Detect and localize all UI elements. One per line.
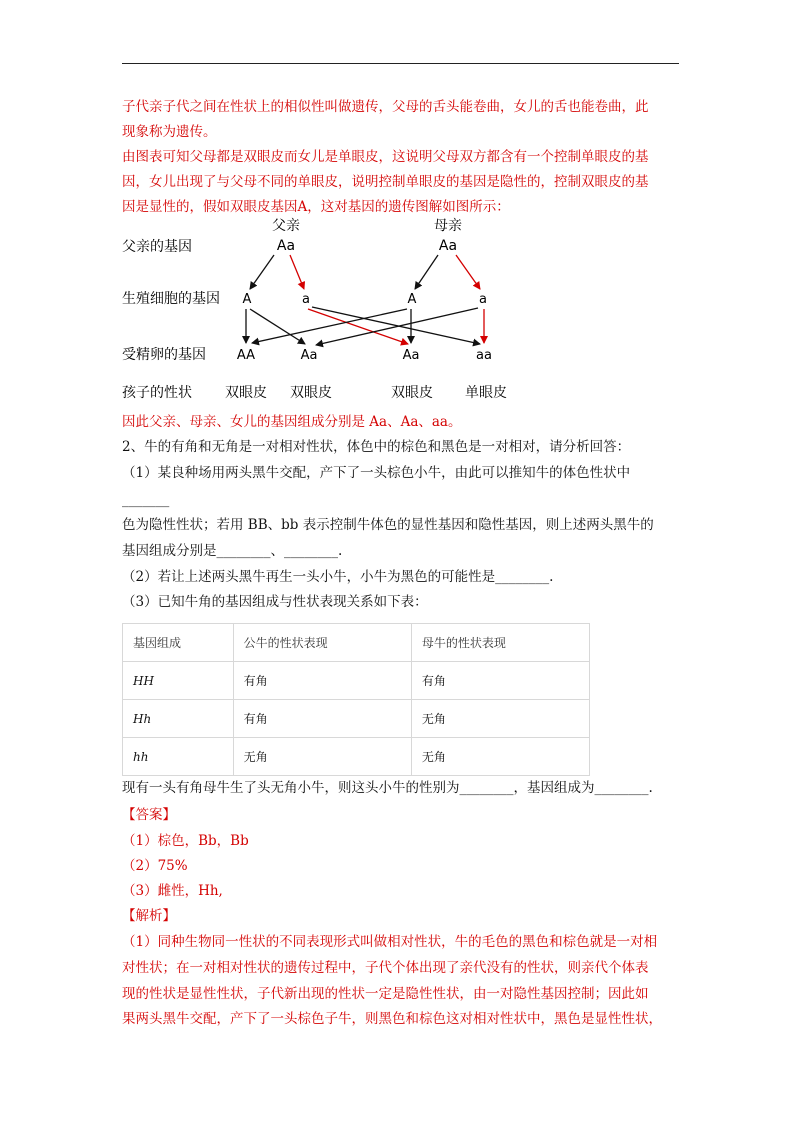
table-cell-genotype: Hh [123,700,234,738]
answer-line: （1）棕色，Bb，Bb [122,833,249,849]
analysis-line: （1）同种生物同一性状的不同表现形式叫做相对性状，牛的毛色的黑色和棕色就是一对相 [122,934,658,950]
trait-1: 双眼皮 [225,385,267,401]
trait-2: 双眼皮 [290,385,332,401]
trait-4: 单眼皮 [465,385,507,401]
table-cell-genotype: HH [123,662,234,700]
table-header-cell: 基因组成 [123,624,234,662]
genotype-table [122,623,590,776]
row-label-zygote: 受精卵的基因 [122,347,206,363]
father-genotype: Aa [276,238,296,254]
arrow-fA-to-Aa [250,309,305,344]
question-2: （2）若让上述两头黑牛再生一头小牛，小牛为黑色的可能性是________. [122,569,554,585]
table-cell: 无角 [411,700,589,738]
arrow-fa-to-aa [312,307,480,344]
row-label-trait: 孩子的性状 [122,385,192,401]
zygote-AA: AA [236,348,256,363]
table-header-row [123,624,590,662]
explanation-line: 由图表可知父母都是双眼皮而女儿是单眼皮，这说明父母双方都含有一个控制单眼皮的基 [122,149,649,165]
table-cell: 无角 [411,738,589,776]
question-3: （3）已知牛角的基因组成与性状表现关系如下表： [122,594,428,610]
conclusion-line: 因此父亲、母亲、女儿的基因组成分别是 Aa、Aa、aa。 [122,414,462,430]
gamete-a-father: a [302,292,310,307]
answer-heading: 【答案】 [122,807,176,823]
gamete-A-father: A [242,292,252,307]
father-label: 父亲 [272,218,300,234]
zygote-Aa-1: Aa [300,348,318,363]
trait-3: 双眼皮 [391,385,433,401]
question-1-blank: _______ [122,492,170,508]
row-label-gamete: 生殖细胞的基因 [122,291,220,307]
analysis-line: 对性状；在一对相对性状的遗传过程中，子代个体出现了亲代没有的性状，则亲代个体表 [122,960,649,976]
analysis-line: 现的性状是显性性状，子代新出现的性状一定是隐性性状，由一对隐性基因控制；因此如 [122,986,649,1002]
arrow-mA-to-AA [252,309,407,343]
question-3-followup: 现有一头有角母牛生了头无角小牛，则这头小牛的性别为________，基因组成为________. [122,780,653,796]
table-cell: 无角 [233,738,411,776]
gamete-A-mother: A [407,292,417,307]
question-1-line2: 色为隐性性状；若用 BB、bb 表示控制牛体色的显性基因和隐性基因，则上述两头黑牛的 [122,517,654,533]
arrow-mother-to-A [415,255,438,289]
table-header-cell: 母牛的性状表现 [411,624,589,662]
question-1-line1: （1）某良种场用两头黑牛交配，产下了一头棕色小牛，由此可以推知牛的体色性状中 [122,465,631,481]
mother-genotype: Aa [438,238,458,254]
table-cell: 有角 [233,700,411,738]
arrow-fa-to-Aa [308,309,408,344]
inheritance-diagram [122,213,522,413]
explanation-line: 因是显性的，假如双眼皮基因A，这对基因的遗传图解如图所示： [122,199,510,215]
arrow-mother-to-a [456,255,480,289]
table-row [123,662,590,700]
zygote-Aa-2: Aa [402,348,420,363]
explanation-line: 子代亲子代之间在性状上的相似性叫做遗传，父母的舌头能卷曲，女儿的舌也能卷曲，此 [122,99,649,115]
table-row [123,700,590,738]
gamete-a-mother: a [479,292,487,307]
analysis-heading: 【解析】 [122,908,176,924]
table-cell: 有角 [411,662,589,700]
arrow-father-to-A [250,255,274,289]
header-rule [122,63,679,64]
explanation-line: 因，女儿出现了与父母不同的单眼皮，说明控制单眼皮的基因是隐性的，控制双眼皮的基 [122,174,649,190]
arrow-father-to-a [290,255,304,289]
explanation-line: 现象称为遗传。 [122,124,217,140]
table-row [123,738,590,776]
table-cell-genotype: hh [123,738,234,776]
answer-line: （3）雌性，Hh, [122,883,223,899]
question-1-line3: 基因组成分别是________、________. [122,543,343,559]
zygote-aa: aa [476,348,492,363]
mother-label: 母亲 [434,218,462,234]
answer-line: （2）75% [122,858,188,874]
row-label-parent: 父亲的基因 [122,239,192,255]
question-intro: 2、牛的有角和无角是一对相对性状，体色中的棕色和黑色是一对相对，请分析回答： [122,439,631,455]
table-header-cell: 公牛的性状表现 [233,624,411,662]
table-cell: 有角 [233,662,411,700]
analysis-line: 果两头黑牛交配，产下了一头棕色子牛，则黑色和棕色这对相对性状中，黑色是显性性状， [122,1011,662,1027]
